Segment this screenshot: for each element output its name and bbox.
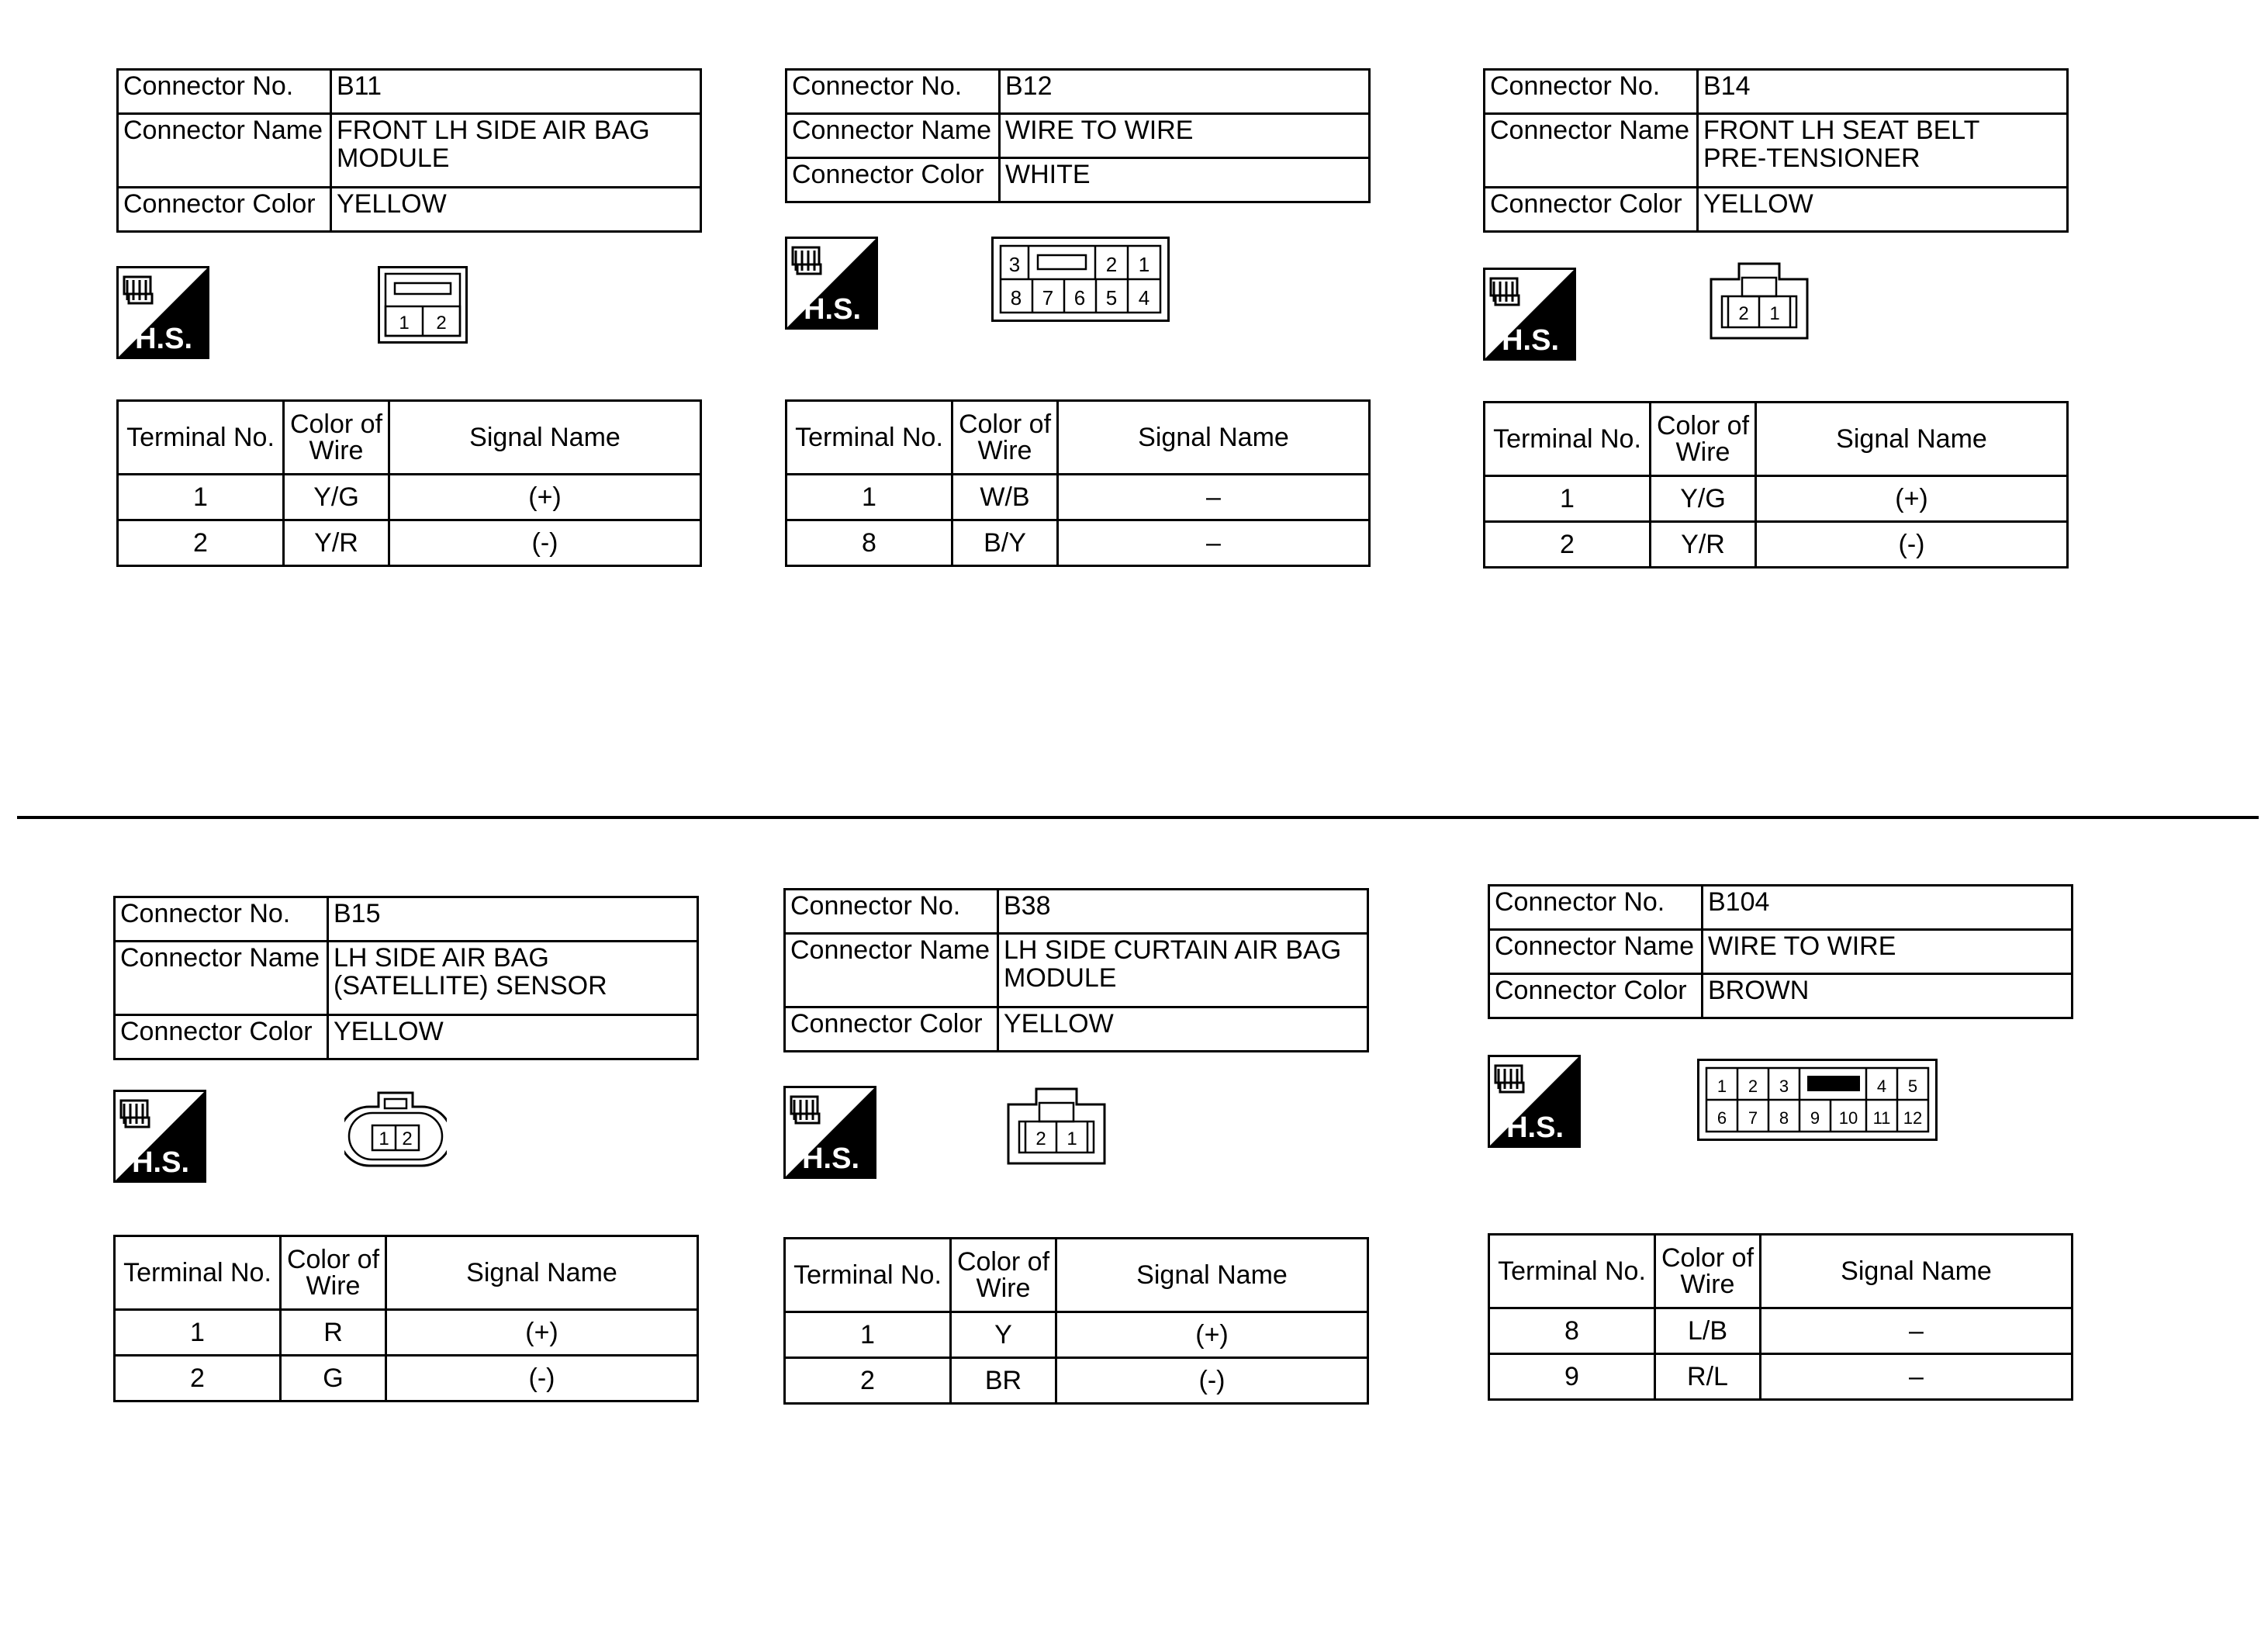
svg-text:2: 2 (1105, 253, 1118, 276)
connector-info-table (785, 68, 1371, 203)
svg-text:5: 5 (1105, 286, 1118, 309)
connector-info-table (116, 68, 702, 233)
signal-name-header: Signal Name (1761, 1235, 2073, 1308)
svg-text:2: 2 (1035, 1128, 1046, 1149)
harness-side-icon (113, 1090, 206, 1183)
connector-no-value: B104 (1703, 886, 2073, 930)
connector-info-table (1483, 68, 2069, 233)
terminal-no-header: Terminal No. (785, 1239, 951, 1312)
connector-no-value: B11 (331, 70, 701, 114)
connector-block-b12 (785, 68, 1371, 203)
table-row: 9 R/L – (1489, 1354, 2073, 1400)
svg-text:1: 1 (1067, 1128, 1077, 1149)
connector-color-value: BROWN (1703, 974, 2073, 1018)
connector-color-value: YELLOW (331, 188, 701, 232)
harness-side-icon (116, 266, 209, 359)
connector-name-label: Connector Name (1485, 114, 1698, 188)
terminal-table (113, 1235, 699, 1402)
table-row: 1 Y/G (+) (1485, 476, 2068, 522)
connector-no-label: Connector No. (118, 70, 331, 114)
svg-text:10: 10 (1838, 1108, 1858, 1128)
color-of-wire-header: Color of Wire (951, 1239, 1056, 1312)
connector-block-b15 (113, 896, 699, 1060)
svg-text:2: 2 (1738, 303, 1749, 324)
color-of-wire-header: Color of Wire (281, 1236, 386, 1310)
connector-name-value: LH SIDE AIR BAG (SATELLITE) SENSOR (328, 942, 698, 1015)
harness-side-icon (783, 1086, 876, 1179)
connector-name-value: WIRE TO WIRE (1703, 930, 2073, 974)
svg-text:6: 6 (1716, 1108, 1727, 1128)
connector-face-b38 (1005, 1087, 1108, 1166)
svg-text:2: 2 (436, 313, 447, 334)
harness-side-icon (1483, 268, 1576, 361)
connector-color-label: Connector Color (118, 188, 331, 232)
connector-name-label: Connector Name (115, 942, 328, 1015)
connector-no-label: Connector No. (1489, 886, 1703, 930)
connector-color-label: Connector Color (115, 1015, 328, 1059)
terminal-no-header: Terminal No. (1485, 403, 1651, 476)
table-row: 2 G (-) (115, 1356, 698, 1401)
svg-text:H.S.: H.S. (804, 293, 861, 326)
harness-side-icon (1488, 1055, 1581, 1148)
connector-name-value: FRONT LH SEAT BELT PRE-TENSIONER (1698, 114, 2068, 188)
connector-name-value: FRONT LH SIDE AIR BAG MODULE (331, 114, 701, 188)
terminal-block-b14 (1483, 401, 2069, 569)
svg-text:11: 11 (1872, 1108, 1891, 1128)
connector-block-b14 (1483, 68, 2069, 233)
color-of-wire-header: Color of Wire (1655, 1235, 1761, 1308)
signal-name-header: Signal Name (1756, 403, 2068, 476)
connector-name-label: Connector Name (118, 114, 331, 188)
svg-text:H.S.: H.S. (135, 323, 192, 355)
terminal-table (783, 1237, 1369, 1405)
svg-text:7: 7 (1748, 1108, 1758, 1128)
table-row: 1 Y/G (+) (118, 475, 701, 520)
svg-text:3: 3 (1008, 253, 1021, 276)
svg-text:1: 1 (379, 1128, 389, 1149)
connector-no-value: B14 (1698, 70, 2068, 114)
connector-name-label: Connector Name (1489, 930, 1703, 974)
connector-no-value: B15 (328, 897, 698, 942)
color-of-wire-header: Color of Wire (284, 401, 389, 475)
section-divider (17, 816, 2259, 819)
connector-info-table (113, 896, 699, 1060)
connector-name-value: LH SIDE CURTAIN AIR BAG MODULE (998, 934, 1368, 1007)
svg-text:12: 12 (1903, 1108, 1923, 1128)
connector-name-label: Connector Name (787, 114, 1000, 158)
connector-color-value: WHITE (1000, 158, 1370, 202)
connector-color-label: Connector Color (787, 158, 1000, 202)
svg-text:8: 8 (1010, 286, 1022, 309)
terminal-block-b38 (783, 1237, 1369, 1405)
svg-text:7: 7 (1042, 286, 1054, 309)
terminal-no-header: Terminal No. (787, 401, 952, 475)
terminal-no-header: Terminal No. (1489, 1235, 1655, 1308)
svg-text:H.S.: H.S. (1506, 1111, 1564, 1144)
svg-text:5: 5 (1907, 1077, 1918, 1096)
terminal-block-b11 (116, 399, 702, 567)
connector-color-value: YELLOW (1698, 188, 2068, 232)
connector-color-label: Connector Color (785, 1007, 998, 1052)
signal-name-header: Signal Name (1058, 401, 1370, 475)
connector-no-label: Connector No. (115, 897, 328, 942)
table-row: 2 BR (-) (785, 1358, 1368, 1404)
svg-text:H.S.: H.S. (132, 1146, 189, 1179)
connector-face-b15 (344, 1090, 447, 1169)
connector-no-label: Connector No. (1485, 70, 1698, 114)
signal-name-header: Signal Name (1056, 1239, 1368, 1312)
connector-face-b12 (991, 237, 1170, 322)
terminal-no-header: Terminal No. (115, 1236, 281, 1310)
svg-text:8: 8 (1779, 1108, 1789, 1128)
connector-color-value: YELLOW (328, 1015, 698, 1059)
connector-no-label: Connector No. (787, 70, 1000, 114)
connector-block-b104 (1488, 884, 2073, 1019)
svg-text:1: 1 (399, 313, 410, 334)
svg-text:3: 3 (1779, 1077, 1789, 1096)
terminal-table (1488, 1233, 2073, 1401)
svg-text:4: 4 (1138, 286, 1150, 309)
svg-text:9: 9 (1810, 1108, 1820, 1128)
table-row: 2 Y/R (-) (118, 520, 701, 566)
signal-name-header: Signal Name (389, 401, 701, 475)
svg-text:1: 1 (1138, 253, 1150, 276)
connector-block-b38 (783, 888, 1369, 1052)
table-row: 1 R (+) (115, 1310, 698, 1356)
connector-color-label: Connector Color (1489, 974, 1703, 1018)
terminal-table (1483, 401, 2069, 569)
connector-name-value: WIRE TO WIRE (1000, 114, 1370, 158)
connector-no-value: B38 (998, 890, 1368, 934)
connector-no-label: Connector No. (785, 890, 998, 934)
svg-text:6: 6 (1073, 286, 1086, 309)
terminal-block-b15 (113, 1235, 699, 1402)
svg-text:1: 1 (1769, 303, 1780, 324)
table-row: 1 Y (+) (785, 1312, 1368, 1358)
terminal-block-b104 (1488, 1233, 2073, 1401)
terminal-no-header: Terminal No. (118, 401, 284, 475)
svg-text:1: 1 (1716, 1077, 1727, 1096)
terminal-table (785, 399, 1371, 567)
signal-name-header: Signal Name (386, 1236, 698, 1310)
color-of-wire-header: Color of Wire (1651, 403, 1756, 476)
table-row: 1 W/B – (787, 475, 1370, 520)
connector-name-label: Connector Name (785, 934, 998, 1007)
connector-color-value: YELLOW (998, 1007, 1368, 1052)
svg-text:H.S.: H.S. (802, 1142, 859, 1175)
connector-info-table (783, 888, 1369, 1052)
table-row: 8 B/Y – (787, 520, 1370, 566)
connector-color-label: Connector Color (1485, 188, 1698, 232)
connector-face-b11 (378, 266, 468, 344)
table-row: 8 L/B – (1489, 1308, 2073, 1354)
color-of-wire-header: Color of Wire (952, 401, 1058, 475)
connector-block-b11 (116, 68, 702, 233)
connector-info-table (1488, 884, 2073, 1019)
svg-text:2: 2 (1748, 1077, 1758, 1096)
svg-text:2: 2 (402, 1128, 413, 1149)
connector-face-b104 (1697, 1059, 1938, 1141)
svg-text:H.S.: H.S. (1502, 324, 1559, 357)
harness-side-icon (785, 237, 878, 330)
terminal-block-b12 (785, 399, 1371, 567)
svg-text:4: 4 (1876, 1077, 1887, 1096)
terminal-table (116, 399, 702, 567)
connector-face-b14 (1708, 262, 1810, 341)
table-row: 2 Y/R (-) (1485, 522, 2068, 568)
connector-no-value: B12 (1000, 70, 1370, 114)
